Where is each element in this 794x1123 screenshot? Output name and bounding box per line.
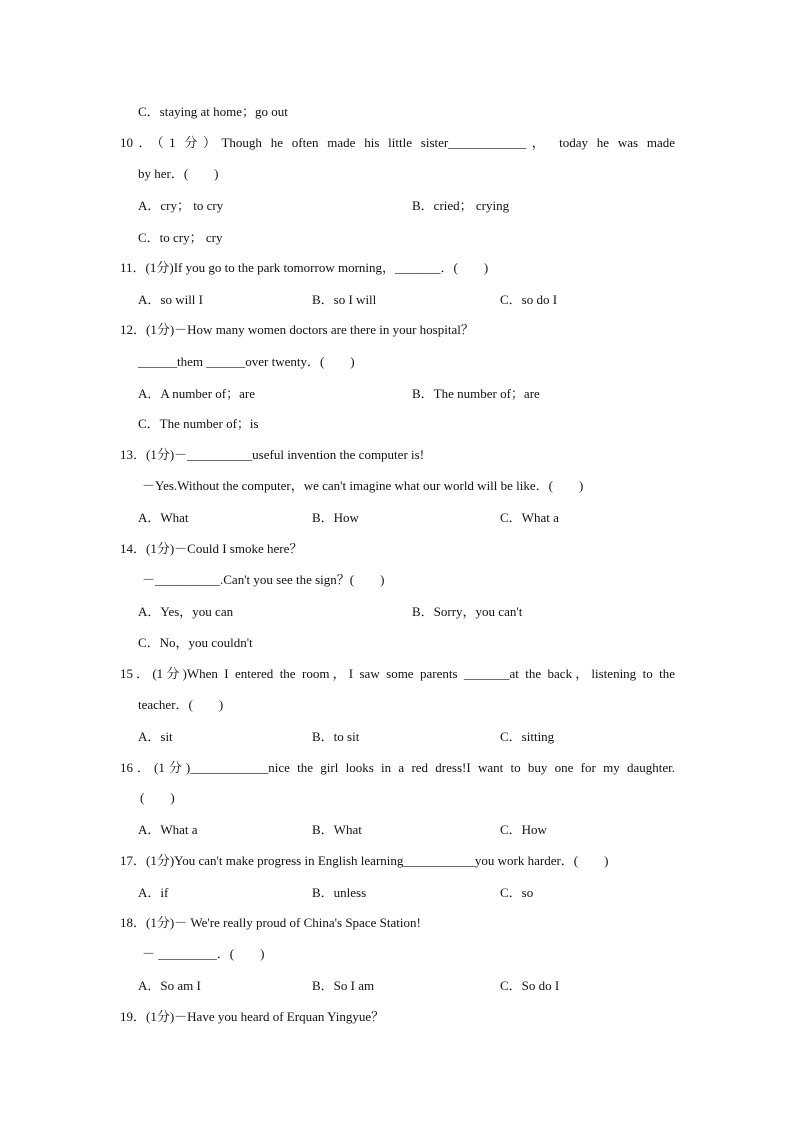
q16-option-a[interactable]: A．What a [138,822,198,837]
q15-stem [120,666,675,682]
q11-number: 11．(1分) [120,260,174,275]
q11-text: If you go to the park tomorrow morning，_______．( ) [173,260,489,275]
q12-text: －How many women doctors are there in your hospital？ [174,322,474,337]
q18-option-a[interactable]: A．So am I [138,978,201,993]
q11-option-b[interactable]: B．so I will [312,292,377,307]
q12-number: 12．(1分) [120,322,175,337]
q15-option-c[interactable]: C．sitting [500,729,555,744]
q10-number: 10．（1 分） [120,135,222,150]
q14-text: －Could I smoke here？ [174,541,303,556]
q19-number: 19．(1分) [120,1009,175,1024]
q17-text: You can't make progress in English learning___________you work harder．( ) [174,853,609,868]
q14-option-a[interactable]: A．Yes，you can [138,604,234,619]
q13-stem [120,447,424,463]
q16-option-b[interactable]: B．What [312,822,362,837]
q15-text: When I entered the room，I saw some parents _______at the back，listening to the [186,666,675,681]
q15-option-b[interactable]: B．to sit [312,729,360,744]
q12-option-c[interactable]: C．The number of；is [138,416,259,431]
q12-stem-cont: ______them ______over twenty．( ) [138,354,355,369]
q14-stem [120,541,302,557]
q17-option-c[interactable]: C．so [500,885,534,900]
q18-option-b[interactable]: B．So I am [312,978,375,993]
q18-stem [120,915,421,931]
q16-stem [120,760,675,776]
q10-option-b[interactable]: B．cried； crying [412,198,510,213]
q17-number: 17．(1分) [120,853,175,868]
q10-option-c[interactable]: C．to cry； cry [138,230,223,245]
q16-text: ____________nice the girl looks in a red dress!I want to buy one for my daughter. [190,760,675,775]
q19-stem [120,1009,384,1025]
q14-option-b[interactable]: B．Sorry，you can't [412,604,523,619]
q12-option-a[interactable]: A．A number of；are [138,386,255,401]
q14-stem-cont: －__________.Can't you see the sign？( ) [142,572,385,587]
q13-option-b[interactable]: B．How [312,510,359,525]
q9-option-c: C．staying at home；go out [138,104,288,119]
q15-number: 15．(1分) [120,666,187,681]
q10-stem [120,135,675,151]
q10-option-a[interactable]: A．cry； to cry [138,198,224,213]
q13-text: －__________useful invention the computer is! [174,447,425,462]
q11-option-c[interactable]: C．so do I [500,292,558,307]
q14-number: 14．(1分) [120,541,175,556]
q16-stem-cont: ( ) [140,790,175,805]
q14-option-c[interactable]: C．No，you couldn't [138,635,253,650]
q15-stem-cont: teacher．( ) [138,697,224,712]
q13-option-a[interactable]: A．What [138,510,189,525]
q12-stem [120,322,474,338]
q19-text: －Have you heard of Erquan Yingyue？ [174,1009,385,1024]
q18-option-c[interactable]: C．So do I [500,978,560,993]
q13-option-c[interactable]: C．What a [500,510,559,525]
q17-option-b[interactable]: B．unless [312,885,367,900]
q12-option-b[interactable]: B．The number of；are [412,386,540,401]
q18-number: 18．(1分) [120,915,175,930]
q10-stem-cont: by her．( ) [138,166,219,181]
q13-stem-cont: －Yes.Without the computer，we can't imagine what our world will be like．( ) [142,478,584,493]
q18-stem-cont: － _________．( ) [142,946,265,961]
q17-stem [120,853,608,869]
q11-stem [120,260,488,276]
q16-number: 16．(1分) [120,760,191,775]
q10-text: Though he often made his little sister____________， today he was made [221,135,675,150]
q16-option-c[interactable]: C．How [500,822,547,837]
q18-text: － We're really proud of China's Space Station! [174,915,421,930]
q11-option-a[interactable]: A．so will I [138,292,204,307]
q17-option-a[interactable]: A．if [138,885,169,900]
q15-option-a[interactable]: A．sit [138,729,173,744]
q13-number: 13．(1分) [120,447,175,462]
